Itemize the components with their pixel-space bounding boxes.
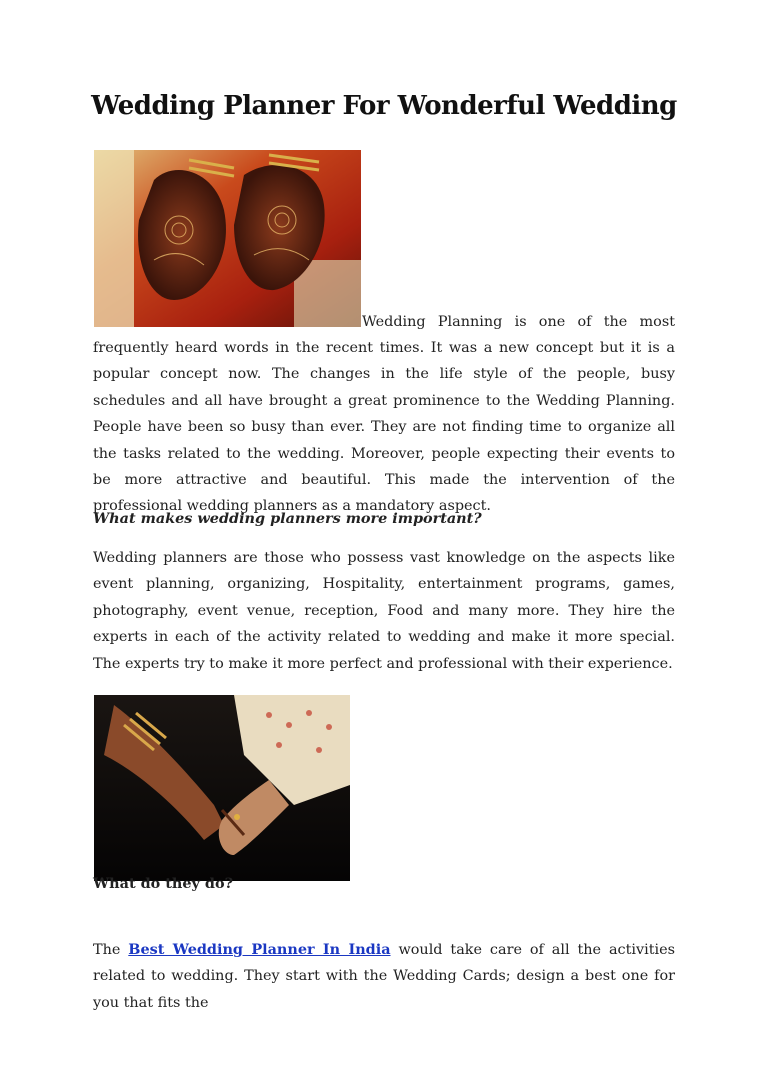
section-paragraph-important: Wedding planners are those who possess vast knowledge on the aspects like event planning, organizing, Hospitality, entertainment programs, games, photography, event venue, reception, Food and many more. They hire the experts in each of the activity related to wedding and make it more special. The experts try to make it more perfect and professional with their experience. [93, 550, 675, 672]
holding-hands-photo [94, 695, 350, 881]
intro-first-line: Wedding Planning is one of the most [362, 314, 675, 330]
henna-hands-photo [94, 150, 361, 327]
paragraph-prefix: The [93, 942, 129, 958]
paragraph-suffix: would take care of all the activities related to wedding. They start with the Wedding Cards; design a best one for you that fits the [93, 942, 675, 1011]
section-heading-what-they-do: What do they do? [93, 875, 234, 892]
section-heading-important: What makes wedding planners more important? [93, 510, 482, 527]
intro-paragraph: frequently heard words in the recent times. It was a new concept but it is a popular concept now. The changes in the life style of the people, busy schedules and all have brought a great prominence to the Wedding Planning. People have been so busy than ever. They are not finding time to organize all the tasks related to the wedding. Moreover, people expecting their events to be more attractive and beautiful. This made the intervention of the professional wedding planners as a mandatory aspect. [93, 340, 675, 515]
page-title: Wedding Planner For Wonderful Wedding [91, 91, 677, 121]
best-wedding-planner-link[interactable]: Best Wedding Planner In India [128, 941, 391, 958]
section-paragraph-what-they-do [93, 937, 675, 1016]
